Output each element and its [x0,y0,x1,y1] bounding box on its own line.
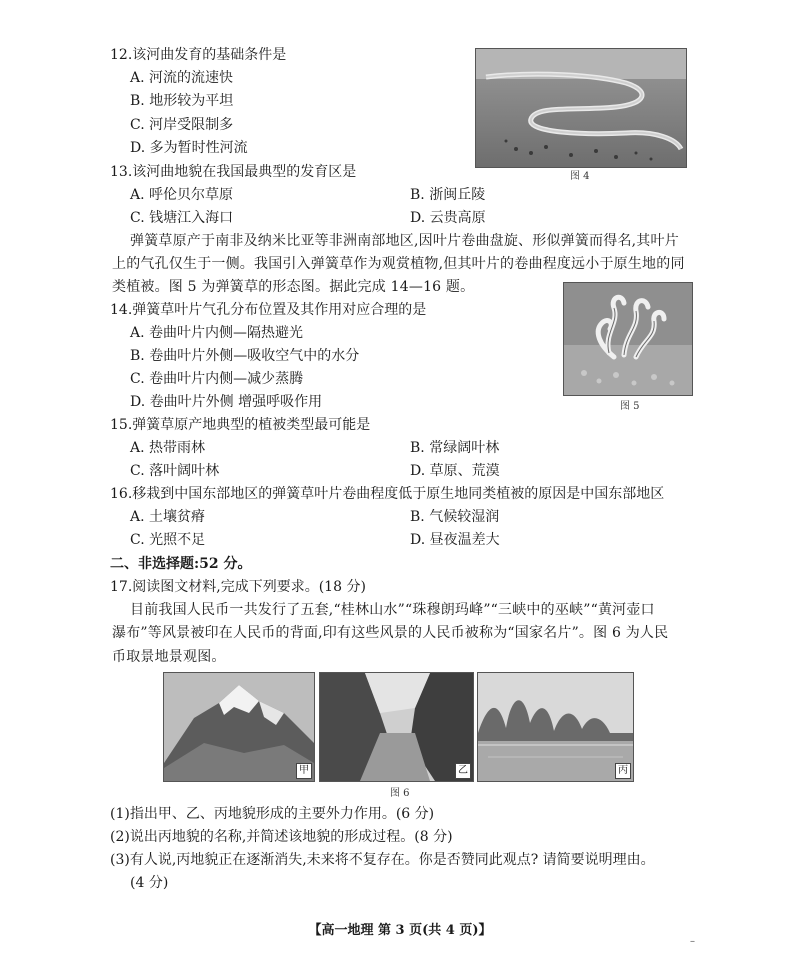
q15-option-b: B. 常绿阔叶林 [410,440,500,456]
q16-option-c: C. 光照不足 [130,532,206,548]
q13-option-c: C. 钱塘江入海口 [130,210,234,226]
figure-6-caption: 图 6 [390,788,410,799]
q16-option-a: A. 土壤贫瘠 [130,509,206,525]
q17-sub-3-points: (4 分) [130,875,169,891]
q16-option-b: B. 气候较湿润 [410,509,500,525]
figure-4-caption: 图 4 [570,171,590,182]
q12-option-c: C. 河岸受限制多 [130,117,234,133]
q16-option-d: D. 昼夜温差大 [410,532,500,548]
q12-option-a: A. 河流的流速快 [130,70,234,86]
figure-6-tag-yi: 乙 [455,763,471,779]
q13-option-a: A. 呼伦贝尔草原 [130,187,234,203]
q17-sub-2: (2)说出丙地貌的名称,并简述该地貌的形成过程。(8 分) [110,829,453,845]
q14-option-c: C. 卷曲叶片内侧—减少蒸腾 [130,371,304,387]
q17-sub-1: (1)指出甲、乙、丙地貌形成的主要外力作用。(6 分) [110,806,435,822]
passage1-line1: 弹簧草原产于南非及纳米比亚等非洲南部地区,因叶片卷曲盘旋、形似弹簧而得名,其叶片 [130,233,679,249]
q14-stem: 14.弹簧草叶片气孔分布位置及其作用对应合理的是 [110,302,427,318]
q15-option-c: C. 落叶阔叶林 [130,463,220,479]
page-footer: 【高一地理 第 3 页(共 4 页)】 [308,923,492,938]
passage1-line2: 上的气孔仅生于一侧。我国引入弹簧草作为观赏植物,但其叶片的卷曲程度远小于原生地的同 [112,256,685,272]
q14-option-a: A. 卷曲叶片内侧—隔热避光 [130,325,304,341]
figure-6-photo-jia [163,672,315,782]
figure-6-photo-bing [477,672,634,782]
corner-mark: – [690,936,695,947]
q15-option-a: A. 热带雨林 [130,440,206,456]
q16-stem: 16.移栽到中国东部地区的弹簧草叶片卷曲程度低于原生地同类植被的原因是中国东部地区 [110,486,665,502]
section-2-heading: 二、非选择题:52 分。 [110,556,252,572]
q17-passage-line3: 币取景地景观图。 [112,649,226,665]
figure-6-tag-bing: 丙 [615,763,631,779]
q12-stem: 12.该河曲发育的基础条件是 [110,47,287,63]
figure-5-spring-grass-photo [563,282,693,396]
q13-stem: 13.该河曲地貌在我国最典型的发育区是 [110,164,357,180]
q13-option-d: D. 云贵高原 [410,210,486,226]
figure-6-tag-jia: 甲 [296,763,312,779]
figure-4-meander-photo [475,48,687,168]
q12-option-b: B. 地形较为平坦 [130,93,234,109]
q14-option-b: B. 卷曲叶片外侧—吸收空气中的水分 [130,348,360,364]
q17-passage-line2: 瀑布”等风景被印在人民币的背面,印有这些风景的人民币被称为“国家名片”。图 6 为人民 [112,625,669,641]
q17-sub-3: (3)有人说,丙地貌正在逐渐消失,未来将不复存在。你是否赞同此观点? 请简要说明理由。 [110,852,655,868]
q17-passage-line1: 目前我国人民币一共发行了五套,“桂林山水”“珠穆朗玛峰”“三峡中的巫峡”“黄河壶口 [130,602,655,618]
q15-stem: 15.弹簧草原产地典型的植被类型最可能是 [110,417,371,433]
figure-5-caption: 图 5 [620,401,640,412]
passage1-line3: 类植被。图 5 为弹簧草的形态图。据此完成 14—16 题。 [112,279,475,295]
q13-option-b: B. 浙闽丘陵 [410,187,486,203]
q14-option-d: D. 卷曲叶片外侧 增强呼吸作用 [130,394,323,410]
q17-stem: 17.阅读图文材料,完成下列要求。(18 分) [110,579,366,595]
q12-option-d: D. 多为暂时性河流 [130,140,248,156]
q15-option-d: D. 草原、荒漠 [410,463,500,479]
figure-6-photo-yi [319,672,474,782]
